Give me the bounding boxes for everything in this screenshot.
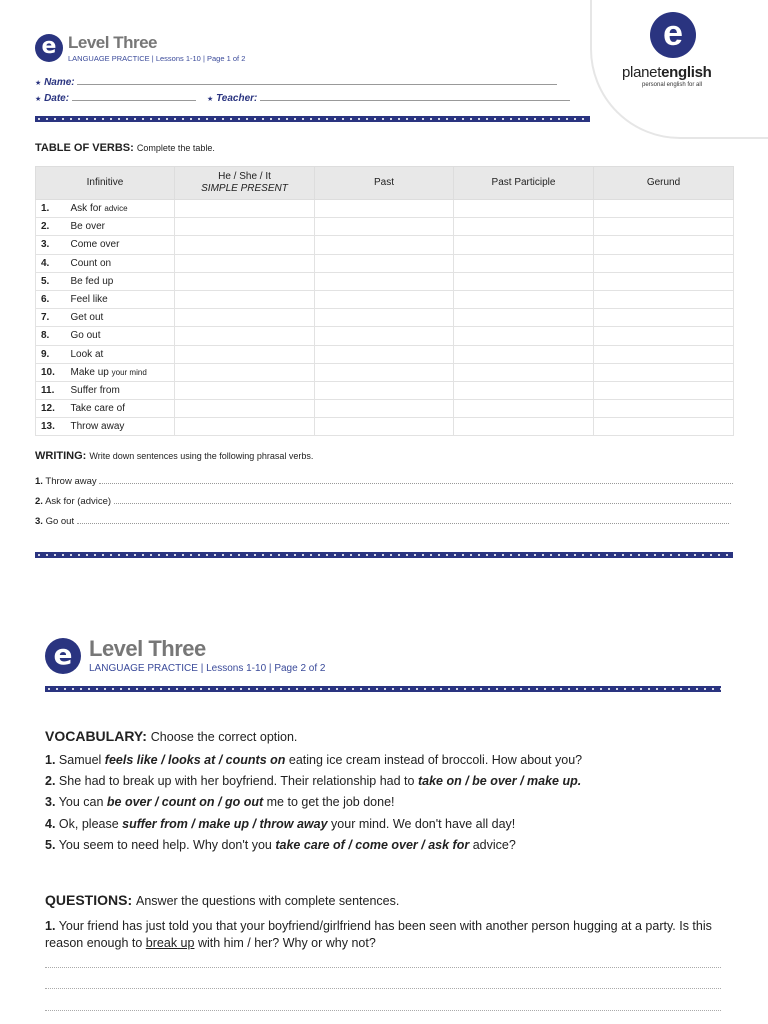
date-line[interactable] <box>72 91 196 101</box>
answer-line[interactable] <box>45 1010 721 1011</box>
teacher-label: Teacher: <box>216 93 258 104</box>
infinitive-cell <box>71 418 175 436</box>
infinitive-verb: Be fed up <box>70 275 114 287</box>
brand-light: planet <box>622 64 662 81</box>
gerund-cell[interactable] <box>594 290 734 308</box>
vocab-options[interactable]: be over / count on / go out <box>106 795 264 809</box>
infinitive-cell <box>71 309 175 327</box>
past-participle-cell[interactable] <box>454 236 594 254</box>
vocab-item <box>45 817 515 831</box>
writing-item[interactable] <box>35 515 729 527</box>
name-line[interactable] <box>77 75 557 85</box>
table-row <box>36 309 734 327</box>
simple-present-cell[interactable] <box>175 200 315 218</box>
vocab-item-text: advice? <box>472 838 516 852</box>
writing-item[interactable] <box>35 475 733 487</box>
infinitive-cell <box>71 290 175 308</box>
page-title: Level Three <box>68 33 157 52</box>
past-cell[interactable] <box>315 290 454 308</box>
table-row <box>36 345 734 363</box>
past-participle-cell[interactable] <box>454 254 594 272</box>
writing-item-number: 3. <box>35 516 43 527</box>
past-participle-cell[interactable] <box>454 272 594 290</box>
gerund-cell[interactable] <box>594 309 734 327</box>
infinitive-complement: advice <box>104 204 128 214</box>
writing-heading: WRITING: <box>35 450 87 462</box>
infinitive-cell <box>71 400 175 418</box>
questions-heading: QUESTIONS: <box>45 892 133 908</box>
page-number: Page 2 of 2 <box>274 663 326 674</box>
name-label: Name: <box>44 77 75 88</box>
row-number: 6. <box>36 290 71 308</box>
vocab-instruction: Choose the correct option. <box>150 730 298 744</box>
page-subtitle: LANGUAGE PRACTICE | Lessons 1-10 | Page 1 of 2 <box>68 54 246 63</box>
page-subtitle: LANGUAGE PRACTICE | Lessons 1-10 | Page 2 of 2 <box>89 663 326 674</box>
row-number: 11. <box>36 381 71 399</box>
date-field[interactable] <box>35 91 196 104</box>
gerund-cell[interactable] <box>594 363 734 381</box>
row-number: 1. <box>36 200 71 218</box>
table-row <box>36 236 734 254</box>
question-text: with him / her? Why or why not? <box>197 936 376 950</box>
col-infinitive: Infinitive <box>36 167 175 200</box>
vocab-item-number: 2. <box>45 774 56 788</box>
table-row <box>36 200 734 218</box>
divider <box>45 686 721 692</box>
gerund-cell[interactable] <box>594 381 734 399</box>
row-number: 9. <box>36 345 71 363</box>
infinitive-verb: Be over <box>70 221 105 233</box>
past-participle-cell[interactable] <box>454 418 594 436</box>
simple-present-cell[interactable] <box>175 290 315 308</box>
infinitive-cell <box>71 200 175 218</box>
infinitive-verb: Count on <box>70 257 112 269</box>
col-simple-present-label: SIMPLE PRESENT <box>201 183 288 194</box>
past-participle-cell[interactable] <box>454 345 594 363</box>
infinitive-cell <box>71 327 175 345</box>
table-header-row <box>36 167 734 200</box>
vocab-item <box>45 774 581 788</box>
past-cell[interactable] <box>315 327 454 345</box>
col-he-she-it: He / She / It <box>218 171 271 182</box>
logo-e-icon: e <box>45 638 81 674</box>
brand-name <box>622 64 712 81</box>
infinitive-verb: Get out <box>70 312 104 324</box>
table-row <box>36 400 734 418</box>
answer-line[interactable] <box>77 515 729 524</box>
infinitive-cell <box>71 218 175 236</box>
vocab-item-text: She had to break up with her boyfriend. Their relationship had to <box>58 774 415 788</box>
writing-item-number: 2. <box>35 496 43 507</box>
simple-present-cell[interactable] <box>175 363 315 381</box>
simple-present-cell[interactable] <box>175 327 315 345</box>
star-icon: ★ <box>207 96 214 103</box>
table-row <box>36 218 734 236</box>
table-row <box>36 254 734 272</box>
gerund-cell[interactable] <box>594 200 734 218</box>
past-cell[interactable] <box>315 309 454 327</box>
infinitive-verb: Feel like <box>70 294 108 306</box>
table-row <box>36 327 734 345</box>
table-row <box>36 272 734 290</box>
vocab-item <box>45 838 516 852</box>
writing-item-number: 1. <box>35 476 43 487</box>
row-number: 2. <box>36 218 71 236</box>
brand-tagline: personal english for all <box>642 82 703 88</box>
gerund-cell[interactable] <box>594 418 734 436</box>
past-cell[interactable] <box>315 272 454 290</box>
simple-present-cell[interactable] <box>175 400 315 418</box>
table-row <box>36 290 734 308</box>
simple-present-cell[interactable] <box>175 236 315 254</box>
brand-bold: english <box>661 64 712 81</box>
writing-item-label: Throw away <box>45 476 97 487</box>
vocab-item-text: Samuel <box>58 753 102 767</box>
vocab-item-number: 5. <box>45 838 56 852</box>
vocab-options[interactable]: take on / be over / make up. <box>417 774 582 788</box>
writing-item-label: Ask for (advice) <box>45 496 112 507</box>
infinitive-verb: Take care of <box>70 403 125 415</box>
infinitive-verb: Suffer from <box>70 384 120 396</box>
col-past: Past <box>315 167 454 200</box>
past-cell[interactable] <box>315 381 454 399</box>
simple-present-cell[interactable] <box>175 272 315 290</box>
question-text: Your friend has just told you that your boyfriend/girlfriend has been seen with another person hugging at a party. Is this reason enough to <box>45 919 712 950</box>
name-field[interactable] <box>35 75 557 88</box>
simple-present-cell[interactable] <box>175 309 315 327</box>
simple-present-cell[interactable] <box>175 345 315 363</box>
infinitive-verb: Look at <box>70 348 104 360</box>
past-cell[interactable] <box>315 236 454 254</box>
gerund-cell[interactable] <box>594 327 734 345</box>
infinitive-verb: Throw away <box>70 421 125 433</box>
practice-label: LANGUAGE PRACTICE <box>89 663 198 674</box>
past-participle-cell[interactable] <box>454 309 594 327</box>
past-cell[interactable] <box>315 200 454 218</box>
divider <box>35 552 733 558</box>
vocab-heading: VOCABULARY: <box>45 728 147 744</box>
answer-line[interactable] <box>45 967 721 968</box>
vocab-item-text: You seem to need help. Why don't you <box>58 838 272 852</box>
col-gerund: Gerund <box>594 167 734 200</box>
past-participle-cell[interactable] <box>454 290 594 308</box>
divider <box>35 116 590 122</box>
row-number: 13. <box>36 418 71 436</box>
vocab-section-heading <box>45 728 297 744</box>
question-item <box>45 918 725 952</box>
vocab-item-text: You can <box>58 795 104 809</box>
vocab-item-text: your mind. We don't have all day! <box>331 817 516 831</box>
question-underlined: break up <box>145 936 195 950</box>
table-row <box>36 363 734 381</box>
page-title: Level Three <box>89 636 206 661</box>
vocab-item-number: 4. <box>45 817 56 831</box>
table-row <box>36 418 734 436</box>
star-icon: ★ <box>35 80 42 87</box>
row-number: 7. <box>36 309 71 327</box>
col-past-participle: Past Participle <box>454 167 594 200</box>
vocab-options[interactable]: suffer from / make up / throw away <box>122 817 328 831</box>
writing-instruction: Write down sentences using the following phrasal verbs. <box>89 451 314 461</box>
simple-present-cell[interactable] <box>175 418 315 436</box>
vocab-item-number: 1. <box>45 753 56 767</box>
vocab-item-text: me to get the job done! <box>266 795 395 809</box>
vocab-options[interactable]: take care of / come over / ask for <box>275 838 470 852</box>
simple-present-cell[interactable] <box>175 254 315 272</box>
gerund-cell[interactable] <box>594 218 734 236</box>
simple-present-cell[interactable] <box>175 381 315 399</box>
star-icon: ★ <box>35 96 42 103</box>
simple-present-cell[interactable] <box>175 218 315 236</box>
col-simple-present <box>175 167 315 200</box>
questions-instruction: Answer the questions with complete sentences. <box>136 894 400 908</box>
answer-line[interactable] <box>114 495 731 504</box>
gerund-cell[interactable] <box>594 254 734 272</box>
past-cell[interactable] <box>315 254 454 272</box>
infinitive-cell <box>71 236 175 254</box>
infinitive-cell <box>71 363 175 381</box>
vocab-item <box>45 753 582 767</box>
vocab-item-text: Ok, please <box>58 817 119 831</box>
past-participle-cell[interactable] <box>454 381 594 399</box>
gerund-cell[interactable] <box>594 272 734 290</box>
lessons-label: Lessons 1-10 <box>206 663 267 674</box>
table-section-heading <box>35 142 215 154</box>
past-cell[interactable] <box>315 363 454 381</box>
infinitive-complement: your mind <box>111 367 147 377</box>
gerund-cell[interactable] <box>594 236 734 254</box>
writing-item[interactable] <box>35 495 731 507</box>
past-cell[interactable] <box>315 345 454 363</box>
past-participle-cell[interactable] <box>454 200 594 218</box>
row-number: 10. <box>36 363 71 381</box>
past-participle-cell[interactable] <box>454 363 594 381</box>
questions-section-heading <box>45 892 399 908</box>
infinitive-cell <box>71 345 175 363</box>
table-instruction: Complete the table. <box>136 143 215 153</box>
infinitive-verb: Go out <box>70 330 101 342</box>
planet-english-logo-icon: e <box>650 12 696 58</box>
infinitive-cell <box>71 254 175 272</box>
infinitive-verb: Make up <box>70 366 109 378</box>
teacher-field[interactable] <box>207 91 570 104</box>
teacher-line[interactable] <box>260 91 570 101</box>
row-number: 8. <box>36 327 71 345</box>
lessons-label: Lessons 1-10 <box>155 54 201 63</box>
vocab-item <box>45 795 395 809</box>
writing-section-heading <box>35 450 313 462</box>
infinitive-cell <box>71 381 175 399</box>
writing-item-label: Go out <box>45 516 75 527</box>
past-cell[interactable] <box>315 418 454 436</box>
past-participle-cell[interactable] <box>454 218 594 236</box>
answer-line[interactable] <box>99 475 733 484</box>
row-number: 4. <box>36 254 71 272</box>
practice-label: LANGUAGE PRACTICE <box>68 54 150 63</box>
table-heading: TABLE OF VERBS: <box>35 142 134 154</box>
row-number: 12. <box>36 400 71 418</box>
date-label: Date: <box>44 93 70 104</box>
table-row <box>36 381 734 399</box>
past-cell[interactable] <box>315 400 454 418</box>
gerund-cell[interactable] <box>594 400 734 418</box>
row-number: 5. <box>36 272 71 290</box>
question-number: 1. <box>45 919 56 933</box>
vocab-options[interactable]: feels like / looks at / counts on <box>104 753 286 767</box>
row-number: 3. <box>36 236 71 254</box>
page-number: Page 1 of 2 <box>207 54 246 63</box>
logo-e-icon: e <box>35 34 63 62</box>
infinitive-verb: Come over <box>70 239 120 251</box>
infinitive-cell <box>71 272 175 290</box>
past-cell[interactable] <box>315 218 454 236</box>
answer-line[interactable] <box>45 988 721 989</box>
verbs-table <box>35 166 734 436</box>
past-participle-cell[interactable] <box>454 400 594 418</box>
gerund-cell[interactable] <box>594 345 734 363</box>
infinitive-verb: Ask for <box>70 203 102 215</box>
vocab-item-text: eating ice cream instead of broccoli. How about you? <box>288 753 583 767</box>
vocab-item-number: 3. <box>45 795 56 809</box>
past-participle-cell[interactable] <box>454 327 594 345</box>
